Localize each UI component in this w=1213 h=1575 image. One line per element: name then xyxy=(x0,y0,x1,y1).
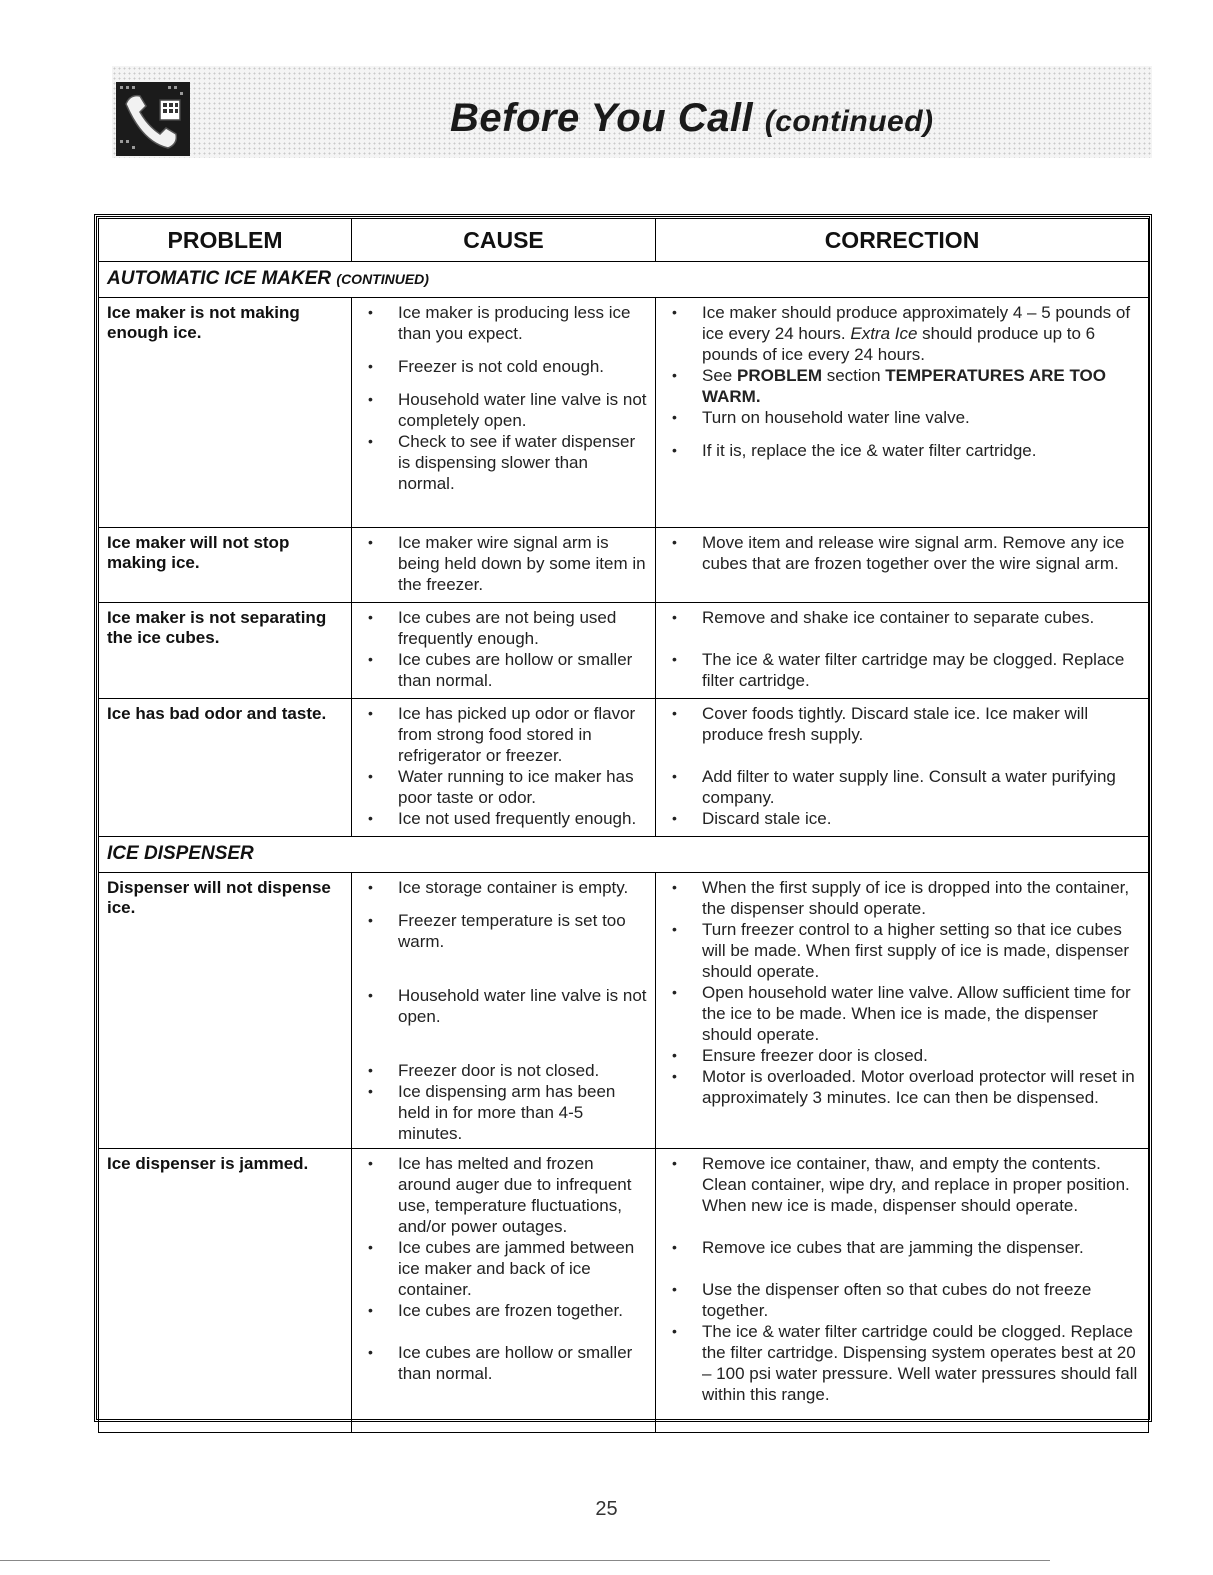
correction-item: • Use the dispenser often so that cubes do not freeze together. xyxy=(664,1279,1140,1321)
column-header-problem: PROBLEM xyxy=(99,219,352,262)
table-row xyxy=(99,298,1149,528)
cause-cell xyxy=(352,699,656,837)
cause-item: • Ice has melted and frozen around auger due to infrequent use, temperature fluctuations, and/or power outages. xyxy=(360,1153,647,1237)
correction-item: • Open household water line valve. Allow sufficient time for the ice to be made. When ice is made, the dispenser should operate. xyxy=(664,982,1140,1045)
correction-item: • The ice & water filter cartridge may be clogged. Replace filter cartridge. xyxy=(664,649,1140,691)
cause-cell xyxy=(352,298,656,528)
column-header-correction: CORRECTION xyxy=(656,219,1149,262)
troubleshooting-table xyxy=(98,218,1149,1433)
cause-cell xyxy=(352,1149,656,1433)
cause-item: • Check to see if water dispenser is dispensing slower than normal. xyxy=(360,431,647,494)
cause-item: • Freezer temperature is set too warm. xyxy=(360,910,647,952)
cause-item: • Ice dispensing arm has been held in for more than 4-5 minutes. xyxy=(360,1081,647,1144)
problem-cell: Ice maker is not separating the ice cubes. xyxy=(99,603,352,699)
correction-cell xyxy=(656,1149,1149,1433)
section-row xyxy=(99,262,1149,298)
cause-item: • Freezer door is not closed. xyxy=(360,1060,647,1081)
cause-item: • Freezer is not cold enough. xyxy=(360,356,647,377)
problem-cell: Ice maker will not stop making ice. xyxy=(99,528,352,603)
problem-cell: Dispenser will not dispense ice. xyxy=(99,873,352,1149)
cause-item: • Ice cubes are hollow or smaller than normal. xyxy=(360,649,647,691)
cause-cell xyxy=(352,873,656,1149)
cause-item: • Ice cubes are frozen together. xyxy=(360,1300,647,1321)
correction-item: • Remove and shake ice container to separate cubes. xyxy=(664,607,1140,628)
cause-item: • Ice has picked up odor or flavor from strong food stored in refrigerator or freezer. xyxy=(360,703,647,766)
table-row xyxy=(99,603,1149,699)
cause-cell xyxy=(352,528,656,603)
cause-item: • Household water line valve is not open. xyxy=(360,985,647,1027)
correction-item: • Move item and release wire signal arm. Remove any ice cubes that are frozen together over the wire signal arm. xyxy=(664,532,1140,574)
correction-item: • Motor is overloaded. Motor overload protector will reset in approximately 3 minutes. Ice can then be dispensed. xyxy=(664,1066,1140,1108)
cause-item: • Ice maker is producing less ice than you expect. xyxy=(360,302,647,344)
cause-item: • Water running to ice maker has poor taste or odor. xyxy=(360,766,647,808)
cause-item: • Ice cubes are jammed between ice maker and back of ice container. xyxy=(360,1237,647,1300)
correction-item: • The ice & water filter cartridge could be clogged. Replace the filter cartridge. Dispensing system operates best at 20 – 100 psi water pressure. Well water pressures should fall within this range. xyxy=(664,1321,1140,1405)
correction-cell xyxy=(656,298,1149,528)
correction-cell xyxy=(656,528,1149,603)
correction-cell xyxy=(656,873,1149,1149)
correction-item: • If it is, replace the ice & water filter cartridge. xyxy=(664,440,1140,461)
table-row xyxy=(99,699,1149,837)
footer-divider xyxy=(0,1560,1050,1561)
correction-item: • Cover foods tightly. Discard stale ice. Ice maker will produce fresh supply. xyxy=(664,703,1140,745)
correction-item: • Ensure freezer door is closed. xyxy=(664,1045,1140,1066)
page-title: Before You Call (continued) xyxy=(450,96,934,140)
cause-item: • Household water line valve is not completely open. xyxy=(360,389,647,431)
problem-cell: Ice has bad odor and taste. xyxy=(99,699,352,837)
correction-item: • See PROBLEM section TEMPERATURES ARE TOO WARM. xyxy=(664,365,1140,407)
correction-item: • Add filter to water supply line. Consult a water purifying company. xyxy=(664,766,1140,808)
correction-item: • Ice maker should produce approximately 4 – 5 pounds of ice every 24 hours. Extra Ice should produce up to 6 pounds of ice every 24 hours. xyxy=(664,302,1140,365)
cause-item: • Ice storage container is empty. xyxy=(360,877,647,898)
correction-item: • When the first supply of ice is dropped into the container, the dispenser should operate. xyxy=(664,877,1140,919)
cause-item: • Ice cubes are not being used frequently enough. xyxy=(360,607,647,649)
correction-item: • Discard stale ice. xyxy=(664,808,1140,829)
correction-item: • Turn freezer control to a higher setting so that ice cubes will be made. When first supply of ice is made, dispenser should operate. xyxy=(664,919,1140,982)
column-header-cause: CAUSE xyxy=(352,219,656,262)
telephone-icon xyxy=(116,82,190,156)
cause-cell xyxy=(352,603,656,699)
correction-cell xyxy=(656,699,1149,837)
section-title: AUTOMATIC ICE MAKER (CONTINUED) xyxy=(99,262,1149,298)
problem-cell: Ice maker is not making enough ice. xyxy=(99,298,352,528)
table-header-row xyxy=(99,219,1149,262)
correction-item: • Remove ice cubes that are jamming the dispenser. xyxy=(664,1237,1140,1258)
problem-cell: Ice dispenser is jammed. xyxy=(99,1149,352,1433)
table-row xyxy=(99,873,1149,1149)
section-title: ICE DISPENSER xyxy=(99,837,1149,873)
cause-item: • Ice not used frequently enough. xyxy=(360,808,647,829)
correction-item: • Turn on household water line valve. xyxy=(664,407,1140,428)
cause-item: • Ice maker wire signal arm is being held down by some item in the freezer. xyxy=(360,532,647,595)
cause-item: • Ice cubes are hollow or smaller than normal. xyxy=(360,1342,647,1384)
page-number: 25 xyxy=(595,1498,618,1520)
table-row xyxy=(99,1149,1149,1433)
section-row xyxy=(99,837,1149,873)
table-row xyxy=(99,528,1149,603)
correction-cell xyxy=(656,603,1149,699)
correction-item: • Remove ice container, thaw, and empty the contents. Clean container, wipe dry, and replace in proper position. When new ice is made, dispenser should operate. xyxy=(664,1153,1140,1216)
